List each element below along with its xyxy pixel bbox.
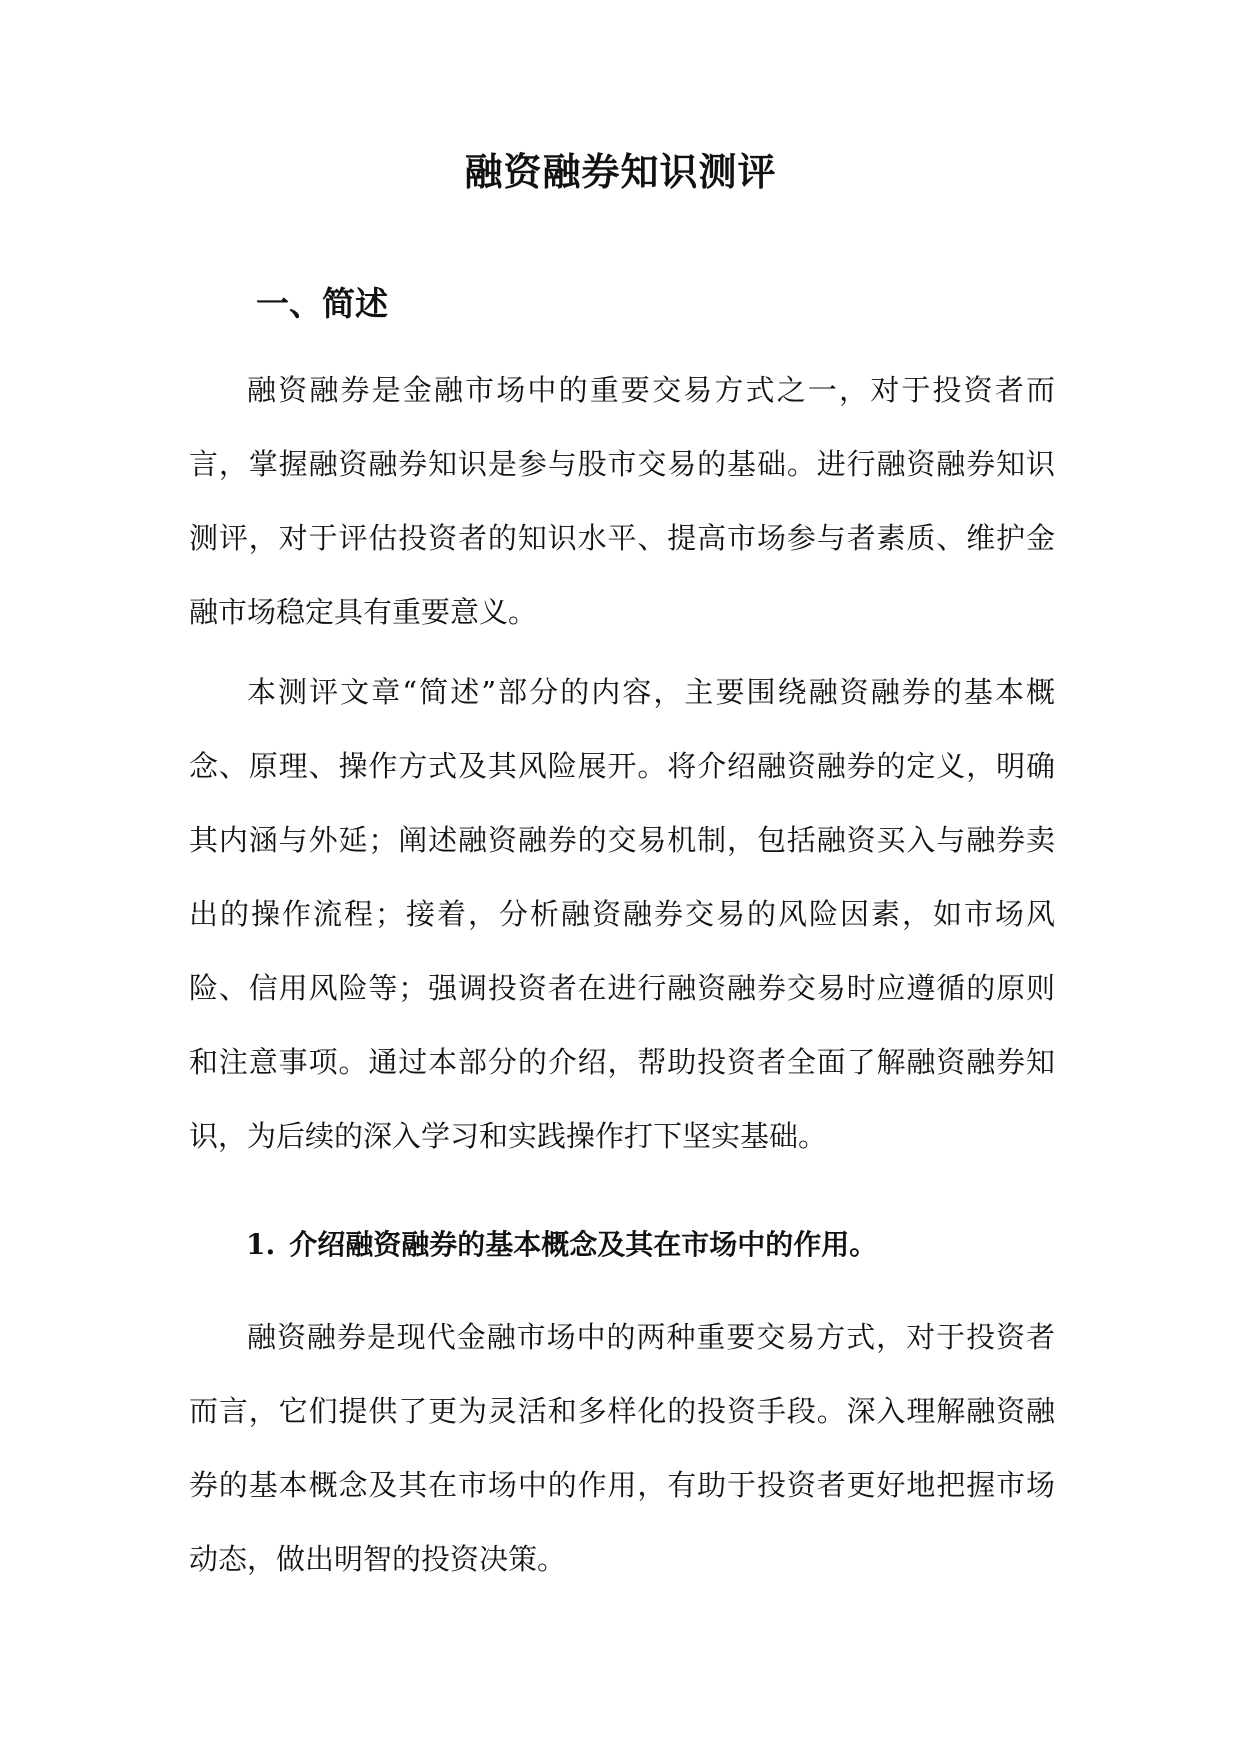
paragraph-subsection-1: 融资融券是现代金融市场中的两种重要交易方式，对于投资者而言，它们提供了更为灵活和多样化的投资手段。深入理解融资融券的基本概念及其在市场中的作用，有助于投资者更好地把握市场动态，做出明智的投资决策。 bbox=[189, 1320, 1055, 1576]
paragraph-overview-1: 融资融券是金融市场中的重要交易方式之一，对于投资者而言，掌握融资融券知识是参与股市交易的基础。进行融资融券知识测评，对于评估投资者的知识水平、提高市场参与者素质、维护金融市场稳定具有重要意义。 bbox=[189, 373, 1055, 629]
subsection-heading bbox=[246, 1225, 877, 1265]
document-title: 融资融券知识测评 bbox=[464, 149, 777, 194]
subsection-heading-text: 介绍融资融券的基本概念及其在市场中的作用。 bbox=[289, 1228, 878, 1261]
paragraph-overview-2: 本测评文章“简述”部分的内容，主要围绕融资融券的基本概念、原理、操作方式及其风险展开。将介绍融资融券的定义，明确其内涵与外延；阐述融资融券的交易机制，包括融资买入与融券卖出的操作流程；接着，分析融资融券交易的风险因素，如市场风险、信用风险等；强调投资者在进行融资融券交易时应遵循的原则和注意事项。通过本部分的介绍，帮助投资者全面了解融资融券知识，为后续的深入学习和实践操作打下坚实基础。 bbox=[189, 675, 1055, 1153]
section-heading-overview: 一、简述 bbox=[256, 284, 388, 323]
subsection-number: 1. bbox=[246, 1228, 276, 1261]
